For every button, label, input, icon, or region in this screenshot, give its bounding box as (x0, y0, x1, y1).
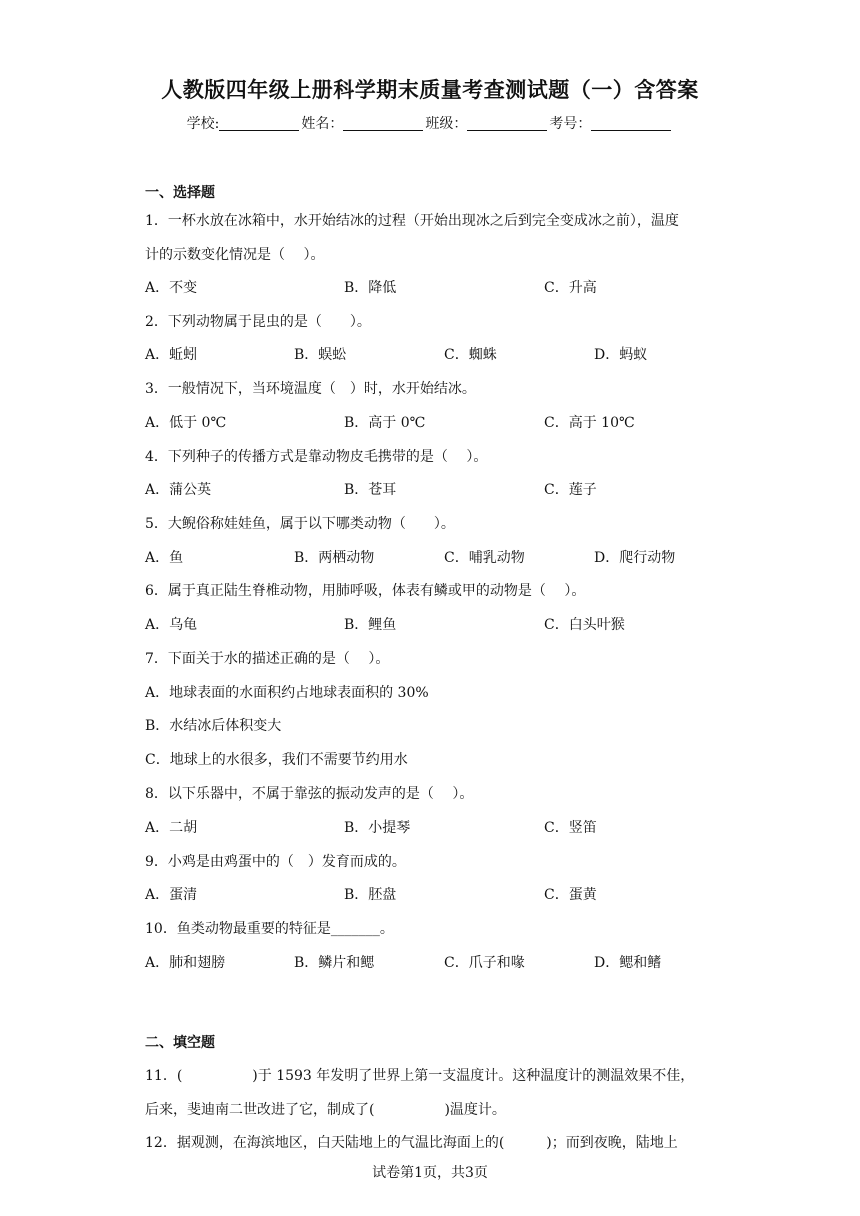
name-blank (343, 116, 423, 131)
question-8-option-c: C．竖笛 (544, 820, 597, 836)
question-10-option-a: A．肺和翅膀 (145, 955, 226, 971)
question-10-option-b: B．鳞片和鳃 (294, 955, 375, 971)
exam-no-blank (591, 116, 671, 131)
question-2-option-a: A．蚯蚓 (145, 347, 198, 363)
question-6-option-c: C．白头叶猴 (544, 617, 625, 633)
question-1-option-a: A．不变 (145, 280, 198, 296)
question-8-stem: 8．以下乐器中，不属于靠弦的振动发声的是（ ）。 (145, 786, 474, 802)
school-blank (219, 116, 299, 131)
question-5-stem: 5．大鲵俗称娃娃鱼，属于以下哪类动物（ ）。 (145, 516, 455, 532)
question-3-option-a: A．低于 0℃ (145, 415, 227, 431)
question-3-option-c: C．高于 10℃ (544, 415, 635, 431)
question-2-option-c: C．蜘蛛 (444, 347, 497, 363)
question-7-option-c: C．地球上的水很多，我们不需要节约用水 (145, 752, 408, 768)
question-9-option-b: B．胚盘 (344, 887, 397, 903)
question-6-stem: 6．属于真正陆生脊椎动物，用肺呼吸，体表有鳞或甲的动物是（ ）。 (145, 583, 586, 599)
question-6-option-b: B．鲤鱼 (344, 617, 397, 633)
question-1-line-1: 1．一杯水放在冰箱中，水开始结冰的过程（开始出现冰之后到完全变成冰之前），温度 (145, 213, 679, 229)
section-heading-choice: 一、选择题 (145, 185, 215, 201)
question-8-option-b: B．小提琴 (344, 820, 411, 836)
question-5-option-d: D．爬行动物 (594, 550, 676, 566)
question-9-stem: 9．小鸡是由鸡蛋中的（ ）发育而成的。 (145, 854, 406, 870)
class-blank (467, 116, 547, 131)
question-4-option-c: C．莲子 (544, 482, 597, 498)
question-8-option-a: A．二胡 (145, 820, 198, 836)
question-2-option-d: D．蚂蚁 (594, 347, 648, 363)
question-4-option-b: B．苍耳 (344, 482, 397, 498)
question-3-stem: 3．一般情况下，当环境温度（ ）时，水开始结冰。 (145, 381, 476, 397)
question-10-option-c: C．爪子和喙 (444, 955, 525, 971)
question-9-option-c: C．蛋黄 (544, 887, 597, 903)
student-info-line (0, 113, 860, 133)
question-9-option-a: A．蛋清 (145, 887, 198, 903)
question-7-option-a: A．地球表面的水面积约占地球表面积的 30% (145, 685, 429, 701)
question-12-line-1: 12．据观测，在海滨地区，白天陆地上的气温比海面上的( )；而到夜晚，陆地上 (145, 1135, 678, 1151)
question-10-option-d: D．鳃和鳍 (594, 955, 662, 971)
question-1-option-c: C．升高 (544, 280, 597, 296)
question-6-option-a: A．乌龟 (145, 617, 198, 633)
school-label: 学校: (186, 116, 220, 132)
question-7-stem: 7．下面关于水的描述正确的是（ ）。 (145, 651, 390, 667)
question-4-stem: 4．下列种子的传播方式是靠动物皮毛携带的是（ ）。 (145, 449, 488, 465)
question-2-option-b: B．蜈蚣 (294, 347, 347, 363)
question-7-option-b: B．水结冰后体积变大 (145, 718, 282, 734)
question-5-option-a: A．鱼 (145, 550, 184, 566)
question-11-line-2: 后来，斐迪南二世改进了它，制成了( )温度计。 (145, 1102, 506, 1118)
question-1-option-b: B．降低 (344, 280, 397, 296)
page-title: 人教版四年级上册科学期末质量考查测试题（一）含答案 (161, 78, 699, 102)
question-10-stem: 10．鱼类动物最重要的特征是_______。 (145, 921, 394, 937)
question-4-option-a: A．蒲公英 (145, 482, 212, 498)
question-2-stem: 2．下列动物属于昆虫的是（ ）。 (145, 314, 371, 330)
exam-no-label: 考号： (549, 116, 592, 132)
question-3-option-b: B．高于 0℃ (344, 415, 426, 431)
section-heading-fill-in: 二、填空题 (145, 1035, 215, 1051)
question-11-line-1: 11．( )于 1593 年发明了世界上第一支温度计。这种温度计的测温效果不佳， (145, 1068, 695, 1084)
question-1-line-2: 计的示数变化情况是（ ）。 (145, 247, 325, 263)
class-label: 班级： (425, 116, 468, 132)
question-5-option-c: C．哺乳动物 (444, 550, 525, 566)
page-footer: 试卷第1页，共3页 (372, 1165, 488, 1181)
name-label: 姓名： (301, 116, 344, 132)
question-5-option-b: B．两栖动物 (294, 550, 375, 566)
